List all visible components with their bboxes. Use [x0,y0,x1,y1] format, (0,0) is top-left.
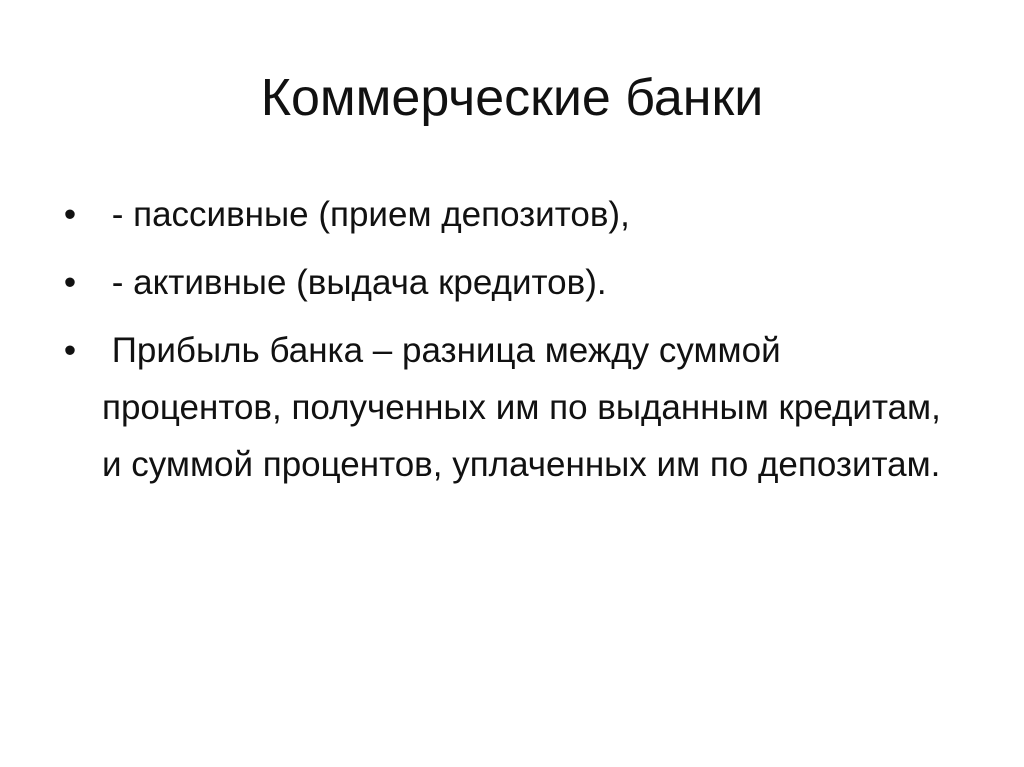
bullet-marker: • [63,331,77,370]
bullet-list [60,186,960,504]
bullet-item-profit [60,322,960,493]
bullet-item-passive [60,186,960,243]
bullet-item-active [60,254,960,311]
bullet-text: Прибыль банка – разница между суммой процентов, полученных им по выданным кредитам, и суммой процентов, уплаченных им по депозитам. [102,331,951,484]
bullet-marker: • [63,263,77,302]
slide-title: Коммерческие банки [260,69,764,127]
bullet-text: - пассивные (прием депозитов), [102,195,630,234]
bullet-text: - активные (выдача кредитов). [102,263,607,302]
bullet-marker: • [63,195,77,234]
